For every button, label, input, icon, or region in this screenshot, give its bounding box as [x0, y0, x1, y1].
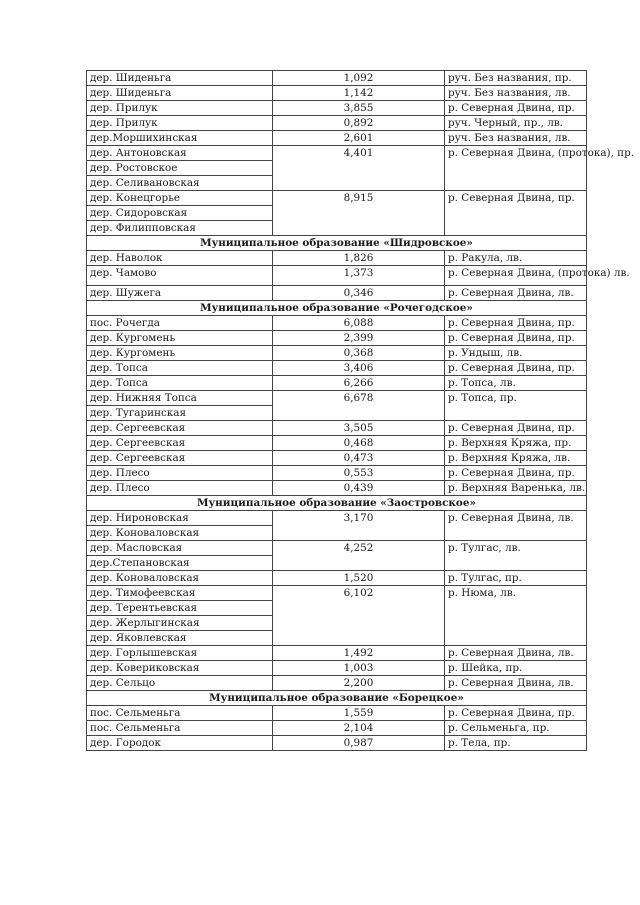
river-cell: руч. Без названия, пр.: [445, 71, 587, 86]
river-cell: р. Шейка, пр.: [445, 661, 587, 676]
section-header: Муниципальное образование «Шидровское»: [87, 236, 587, 251]
distance-cell: 0,473: [273, 451, 445, 466]
settlement-cell: пос. Рочегда: [87, 316, 273, 331]
river-cell: р. Тулгас, лв.: [445, 541, 587, 571]
table-row: [87, 71, 587, 86]
settlement-cell: дер. Терентьевская: [87, 601, 273, 616]
settlement-cell: дер. Шужега: [87, 286, 273, 301]
section-header-row: [87, 691, 587, 706]
settlement-cell: дер. Коноваловская: [87, 571, 273, 586]
settlement-cell: дер. Сергеевская: [87, 421, 273, 436]
settlement-cell: дер. Плесо: [87, 466, 273, 481]
river-cell: р. Сельменьга, пр.: [445, 721, 587, 736]
river-cell: р. Топса, пр.: [445, 391, 587, 421]
distance-cell: 0,368: [273, 346, 445, 361]
river-cell: р. Северная Двина, пр.: [445, 101, 587, 116]
settlement-cell: дер. Сергеевская: [87, 451, 273, 466]
settlement-cell: дер. Нироновская: [87, 511, 273, 526]
table-row: [87, 436, 587, 451]
settlement-cell: дер. Сидоровская: [87, 206, 273, 221]
distance-cell: 0,892: [273, 116, 445, 131]
table-row: [87, 586, 587, 601]
distance-cell: 6,266: [273, 376, 445, 391]
settlement-cell: дер. Филипповская: [87, 221, 273, 236]
settlement-cell: дер. Кургомень: [87, 346, 273, 361]
table-row: [87, 251, 587, 266]
settlement-cell: дер. Масловская: [87, 541, 273, 556]
river-cell: р. Северная Двина, (протока), пр.: [445, 146, 587, 191]
table-row: [87, 466, 587, 481]
distance-cell: 0,346: [273, 286, 445, 301]
distance-cell: 1,492: [273, 646, 445, 661]
settlement-cell: дер.Степановская: [87, 556, 273, 571]
distance-cell: 2,200: [273, 676, 445, 691]
table-row: [87, 286, 587, 301]
river-cell: р. Северная Двина, пр.: [445, 191, 587, 236]
table-row: [87, 646, 587, 661]
distance-cell: 6,678: [273, 391, 445, 421]
settlement-cell: дер. Конецгорье: [87, 191, 273, 206]
settlement-cell: дер. Антоновская: [87, 146, 273, 161]
settlement-cell: пос. Сельменьга: [87, 721, 273, 736]
table-row: [87, 391, 587, 406]
river-cell: р. Топса, лв.: [445, 376, 587, 391]
river-cell: р. Северная Двина, (протока) лв.: [445, 266, 587, 286]
distance-cell: 3,855: [273, 101, 445, 116]
settlement-cell: дер. Тимофеевская: [87, 586, 273, 601]
river-cell: р. Тулгас, пр.: [445, 571, 587, 586]
settlement-cell: дер. Тугаринская: [87, 406, 273, 421]
table-row: [87, 191, 587, 206]
section-header: Муниципальное образование «Борецкое»: [87, 691, 587, 706]
settlement-cell: дер. Сергеевская: [87, 436, 273, 451]
settlement-cell: дер. Шиденьга: [87, 71, 273, 86]
distance-cell: 1,373: [273, 266, 445, 286]
river-cell: р. Верхняя Кряжа, лв.: [445, 451, 587, 466]
river-cell: р. Северная Двина, пр.: [445, 316, 587, 331]
table-row: [87, 721, 587, 736]
table-row: [87, 316, 587, 331]
distance-cell: 1,142: [273, 86, 445, 101]
river-cell: р. Северная Двина, пр.: [445, 706, 587, 721]
distance-cell: 0,439: [273, 481, 445, 496]
settlement-cell: дер. Плесо: [87, 481, 273, 496]
table-row: [87, 86, 587, 101]
document-page: [86, 70, 635, 751]
table-row: [87, 481, 587, 496]
settlement-cell: дер. Сельцо: [87, 676, 273, 691]
settlement-cell: дер. Шиденьга: [87, 86, 273, 101]
table-row: [87, 146, 587, 161]
river-cell: р. Северная Двина, пр.: [445, 466, 587, 481]
settlement-cell: дер. Коноваловская: [87, 526, 273, 541]
distance-cell: 1,559: [273, 706, 445, 721]
distance-cell: 3,170: [273, 511, 445, 541]
river-cell: руч. Без названия, лв.: [445, 131, 587, 146]
distance-cell: 1,003: [273, 661, 445, 676]
settlement-cell: дер. Жерлыгинская: [87, 616, 273, 631]
section-header-row: [87, 301, 587, 316]
settlement-cell: дер. Ковериковская: [87, 661, 273, 676]
settlements-table: [86, 70, 635, 751]
table-body: [87, 71, 635, 751]
table-row: [87, 266, 587, 286]
settlement-cell: дер. Топса: [87, 376, 273, 391]
river-cell: р. Тела, пр.: [445, 736, 587, 751]
settlement-cell: дер.Моршихинская: [87, 131, 273, 146]
river-cell: р. Северная Двина, лв.: [445, 511, 587, 541]
river-cell: руч. Черный, пр., лв.: [445, 116, 587, 131]
table-row: [87, 661, 587, 676]
table-row: [87, 346, 587, 361]
river-cell: р. Ундыш, лв.: [445, 346, 587, 361]
distance-cell: 2,104: [273, 721, 445, 736]
distance-cell: 0,553: [273, 466, 445, 481]
settlement-cell: дер. Чамово: [87, 266, 273, 286]
settlement-cell: дер. Нижняя Топса: [87, 391, 273, 406]
distance-cell: 0,987: [273, 736, 445, 751]
river-cell: р. Верхняя Кряжа, пр.: [445, 436, 587, 451]
section-header: Муниципальное образование «Рочегодское»: [87, 301, 587, 316]
section-header-row: [87, 496, 587, 511]
section-header-row: [87, 236, 587, 251]
table-row: [87, 116, 587, 131]
river-cell: р. Северная Двина, пр.: [445, 361, 587, 376]
river-cell: р. Северная Двина, пр.: [445, 421, 587, 436]
settlement-cell: пос. Сельменьга: [87, 706, 273, 721]
table-row: [87, 131, 587, 146]
distance-cell: 0,468: [273, 436, 445, 451]
settlement-cell: дер. Прилук: [87, 101, 273, 116]
distance-cell: 1,520: [273, 571, 445, 586]
table-row: [87, 571, 587, 586]
table-row: [87, 421, 587, 436]
table-row: [87, 541, 587, 556]
settlement-cell: дер. Кургомень: [87, 331, 273, 346]
river-cell: руч. Без названия, лв.: [445, 86, 587, 101]
river-cell: р. Северная Двина, лв.: [445, 676, 587, 691]
section-header: Муниципальное образование «Заостровское»: [87, 496, 587, 511]
table-row: [87, 706, 587, 721]
table-row: [87, 331, 587, 346]
distance-cell: 1,092: [273, 71, 445, 86]
river-cell: р. Нюма, лв.: [445, 586, 587, 646]
distance-cell: 4,401: [273, 146, 445, 191]
settlement-cell: дер. Городок: [87, 736, 273, 751]
table-row: [87, 361, 587, 376]
table-row: [87, 511, 587, 526]
distance-cell: 1,826: [273, 251, 445, 266]
river-cell: р. Верхняя Варенька, лв.: [445, 481, 587, 496]
settlement-cell: дер. Прилук: [87, 116, 273, 131]
table-row: [87, 101, 587, 116]
table-row: [87, 376, 587, 391]
distance-cell: 6,088: [273, 316, 445, 331]
distance-cell: 3,406: [273, 361, 445, 376]
settlement-cell: дер. Ростовское: [87, 161, 273, 176]
settlement-cell: дер. Горлышевская: [87, 646, 273, 661]
distance-cell: 6,102: [273, 586, 445, 646]
distance-cell: 2,601: [273, 131, 445, 146]
river-cell: р. Ракула, лв.: [445, 251, 587, 266]
settlement-cell: дер. Селивановская: [87, 176, 273, 191]
table-row: [87, 736, 587, 751]
table-row: [87, 451, 587, 466]
river-cell: р. Северная Двина, лв.: [445, 286, 587, 301]
distance-cell: 8,915: [273, 191, 445, 236]
distance-cell: 4,252: [273, 541, 445, 571]
distance-cell: 2,399: [273, 331, 445, 346]
river-cell: р. Северная Двина, пр.: [445, 331, 587, 346]
settlement-cell: дер. Яковлевская: [87, 631, 273, 646]
river-cell: р. Северная Двина, лв.: [445, 646, 587, 661]
settlement-cell: дер. Топса: [87, 361, 273, 376]
settlement-cell: дер. Наволок: [87, 251, 273, 266]
table-row: [87, 676, 587, 691]
distance-cell: 3,505: [273, 421, 445, 436]
